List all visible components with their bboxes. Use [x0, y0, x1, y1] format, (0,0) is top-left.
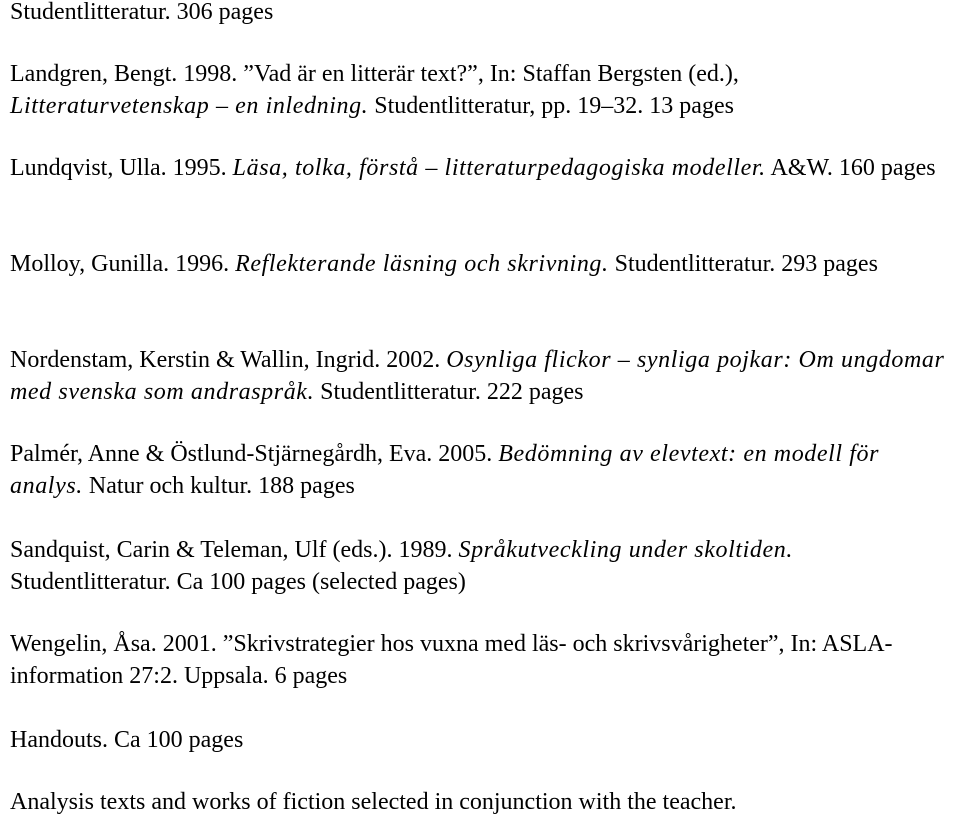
reference-publisher: Studentlitteratur. Ca 100 pages (selected pages): [10, 569, 466, 595]
reference-title: Språkutveckling under skoltiden.: [458, 537, 793, 563]
reference-text: Analysis texts and works of fiction selected in conjunction with the teacher.: [10, 789, 737, 815]
reference-title: Litteraturvetenskap – en inledning.: [10, 93, 369, 119]
reference-title: Osynliga flickor – synliga pojkar: Om ungdomar med svenska som andraspråk.: [10, 347, 945, 405]
reference-entry: [10, 724, 955, 756]
reference-publisher: Studentlitteratur. 293 pages: [608, 251, 878, 277]
reference-publisher: A&W. 160 pages: [765, 155, 936, 181]
reference-entry: [10, 786, 955, 818]
reference-publisher: Studentlitteratur. 222 pages: [314, 379, 584, 405]
reference-title: Reflekterande läsning och skrivning.: [235, 251, 609, 277]
reference-title: Läsa, tolka, förstå – litteraturpedagogiska modeller.: [232, 155, 766, 181]
reference-author: Nordenstam, Kerstin & Wallin, Ingrid. 2002.: [10, 347, 447, 373]
reference-publisher: Natur och kultur. 188 pages: [82, 473, 355, 499]
reference-author: Molloy, Gunilla. 1996.: [10, 251, 236, 277]
reference-text: Landgren, Bengt. 1998. ”Vad är en litterär text?”, In: Staffan Bergsten (ed.),: [10, 61, 739, 87]
reference-text: Studentlitteratur. 306 pages: [10, 0, 274, 25]
reference-entry: [10, 152, 955, 184]
reference-author: Lundqvist, Ulla. 1995.: [10, 155, 233, 181]
reference-author: Palmér, Anne & Östlund-Stjärnegårdh, Eva. 2005.: [10, 441, 499, 467]
reference-text: Handouts. Ca 100 pages: [10, 727, 244, 753]
reference-entry: [10, 58, 955, 122]
reference-entry: [10, 628, 955, 692]
reference-text: Wengelin, Åsa. 2001. ”Skrivstrategier hos vuxna med läs- och skrivsvårigheter”, In: ASLA-information 27:2. Uppsala. 6 pages: [10, 631, 893, 689]
reference-entry: [10, 438, 955, 502]
reference-publisher: Studentlitteratur, pp. 19–32. 13 pages: [368, 93, 734, 119]
reference-author: Sandquist, Carin & Teleman, Ulf (eds.). 1989.: [10, 537, 459, 563]
reference-entry: [10, 534, 955, 598]
reference-entry: [10, 344, 955, 408]
reference-entry: [10, 0, 955, 28]
reference-title: Bedömning av elevtext: en modell för analys.: [10, 441, 880, 499]
reference-entry: [10, 248, 955, 280]
